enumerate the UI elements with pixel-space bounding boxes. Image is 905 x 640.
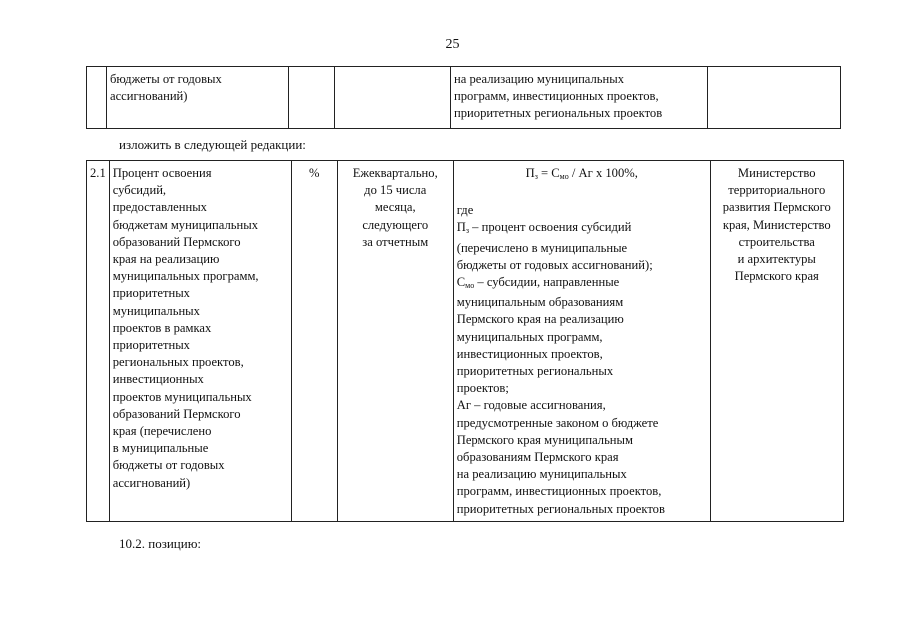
text-line: муниципальным образованиям: [456, 295, 624, 310]
text-line: программ, инвестиционных проектов,: [454, 89, 659, 104]
text-line: бюджеты от годовых: [112, 458, 225, 473]
text-line: и архитектуры: [737, 252, 816, 267]
text-line: строительства: [738, 234, 815, 249]
text-line: на реализацию муниципальных: [454, 72, 625, 86]
indicator-table: [86, 160, 844, 522]
text-line: проектов в рамках: [112, 320, 212, 335]
continuation-table: [86, 66, 841, 129]
intro-text: изложить в следующей редакции:: [119, 137, 306, 152]
text-line: предоставленных: [112, 200, 207, 215]
text-line: Ежеквартально,: [352, 166, 438, 180]
indicator-name-cell: [107, 67, 289, 129]
formula-p-subscript: з: [534, 172, 538, 181]
text-line: приоритетных региональных: [456, 364, 614, 379]
text-line: приоритетных региональных проектов: [454, 106, 663, 121]
table-row: [87, 67, 841, 129]
text-line: программ, инвестиционных проектов,: [456, 484, 662, 499]
text-line: Пермского края на реализацию: [456, 312, 624, 327]
page-number: 25: [445, 37, 460, 52]
responsible-cell: [708, 67, 841, 129]
text-line: Аг – годовые ассигнования,: [456, 398, 606, 413]
text-line: образованиям Пермского края: [456, 450, 619, 465]
text-line: приоритетных региональных проектов: [456, 501, 665, 516]
number-cell: [87, 67, 107, 129]
text-line: Пермского края муниципальным: [456, 432, 633, 447]
text-line: на реализацию муниципальных: [456, 467, 627, 482]
text-line: приоритетных: [112, 286, 190, 301]
text-line: месяца,: [374, 200, 416, 215]
period-cell: [337, 161, 453, 522]
unit-cell: %: [291, 161, 337, 522]
text-line: территориального: [728, 183, 826, 198]
text-line: образований Пермского: [112, 234, 241, 249]
indicator-name-cell: [109, 161, 291, 522]
text-line: $П_з$ – процент освоения субсидий: [456, 220, 632, 236]
text-line: бюджетам муниципальных: [112, 217, 259, 232]
text-line: края, Министерство: [722, 217, 831, 232]
responsible-cell: [710, 161, 843, 522]
text-line: региональных проектов,: [112, 355, 244, 370]
text-line: следующего: [362, 217, 429, 232]
text-line: ассигнований): [112, 475, 191, 490]
text-line: где: [456, 203, 474, 218]
section-heading: 10.2. позицию:: [119, 536, 202, 551]
formula-definitions: [457, 202, 707, 518]
text-line: Министерство: [737, 166, 816, 180]
text-line: муниципальных программ,: [112, 269, 259, 284]
text-line: в муниципальные: [112, 441, 209, 456]
text-line: $С_{мо}$ – субсидии, направленные: [456, 275, 620, 291]
text-line: муниципальных: [112, 303, 200, 318]
text-line: субсидий,: [112, 183, 167, 198]
text-line: приоритетных: [112, 338, 190, 353]
text-line: инвестиционных проектов,: [456, 346, 603, 361]
formula-c-subscript: мо: [559, 172, 569, 181]
text-line: бюджеты от годовых: [110, 72, 222, 86]
row-number: 2.1: [87, 161, 110, 522]
text-line: края на реализацию: [112, 252, 220, 267]
method-cell: [453, 161, 710, 522]
method-cell: [451, 67, 708, 129]
table-row: [87, 161, 844, 522]
text-line: предусмотренные законом о бюджете: [456, 415, 659, 430]
text-line: развития Пермского: [722, 200, 831, 215]
unit-cell: [289, 67, 335, 129]
formula-middle: = С: [537, 166, 560, 180]
text-line: инвестиционных: [112, 372, 204, 387]
text-line: муниципальных программ,: [456, 329, 603, 344]
text-line: ассигнований): [110, 89, 188, 104]
formula-p: П: [525, 166, 535, 180]
text-line: до 15 числа: [364, 183, 427, 198]
text-line: Пермского края: [734, 269, 819, 284]
text-line: бюджеты от годовых ассигнований);: [456, 257, 653, 272]
text-line: образований Пермского: [112, 406, 241, 421]
text-line: проектов муниципальных: [112, 389, 252, 404]
text-line: (перечислено в муниципальные: [456, 240, 628, 255]
text-line: проектов;: [456, 381, 509, 396]
text-line: Процент освоения: [112, 166, 212, 180]
text-line: края (перечислено: [112, 424, 212, 439]
text-line: за отчетным: [362, 234, 429, 249]
formula-tail: / Аг х 100%,: [568, 166, 638, 180]
formula: [457, 165, 707, 185]
period-cell: [335, 67, 451, 129]
